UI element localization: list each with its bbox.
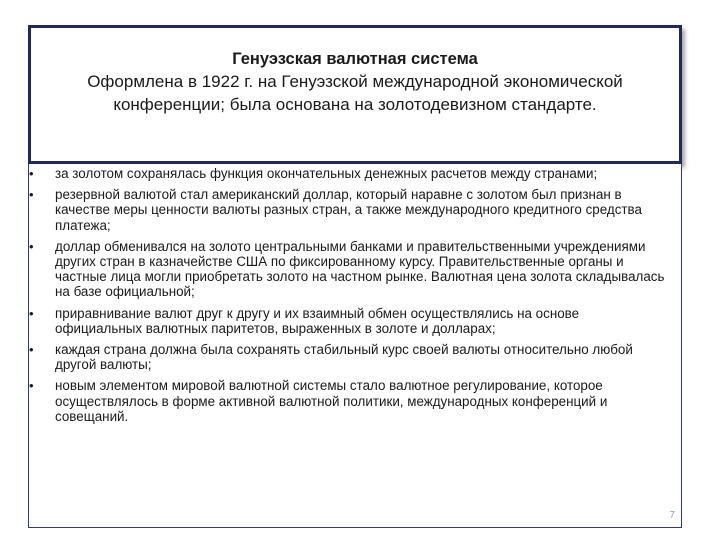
list-item — [29, 342, 681, 372]
slide-subtitle: Оформлена в 1922 г. на Генуэзской международной экономической конференции; была основана на золотодевизном стандарте. — [87, 72, 623, 114]
list-item-text: каждая страна должна была сохранять стабильный курс своей валюты относительно любой другой валюты; — [55, 342, 633, 373]
list-item-text: новым элементом мировой валютной системы стало валютное регулирование, которое осуществлялось в форме активной валютной политики, международных конференций и совещаний. — [55, 378, 608, 424]
list-item — [29, 239, 681, 300]
list-item — [29, 378, 681, 424]
list-item — [29, 187, 681, 233]
list-item-text: приравнивание валют друг к другу и их взаимный обмен осуществлялись на основе официальных валютных паритетов, выраженных в золоте и долларах; — [55, 305, 580, 336]
page-number: 7 — [669, 510, 675, 521]
list-item-text: за золотом сохранялась функция окончательных денежных расчетов между странами; — [55, 166, 598, 181]
content-box — [28, 164, 682, 528]
list-item — [29, 166, 681, 181]
list-item-text: доллар обменивался на золото центральными банками и правительственными учреждениями других стран в казначействе США по фиксированному курсу. Правительственные органы и частные лица могли приобретать золото на частном рынке. Валютная цена золота складывалась на базе официальной; — [55, 238, 665, 300]
list-item-text: резервной валютой стал американский доллар, который наравне с золотом был признан в качестве меры ценности валюты разных стран, а также международного кредитного средства платежа; — [55, 187, 642, 233]
title-box — [28, 25, 682, 164]
bullet-icon: • — [29, 238, 34, 254]
bullet-icon: • — [29, 378, 34, 394]
bullet-list — [29, 166, 681, 424]
list-item — [29, 306, 681, 336]
bullet-icon: • — [29, 342, 34, 358]
slide-title: Генуэзская валютная система — [232, 50, 478, 68]
bullet-icon: • — [29, 305, 34, 321]
bullet-icon: • — [29, 187, 34, 203]
bullet-icon: • — [29, 166, 34, 181]
